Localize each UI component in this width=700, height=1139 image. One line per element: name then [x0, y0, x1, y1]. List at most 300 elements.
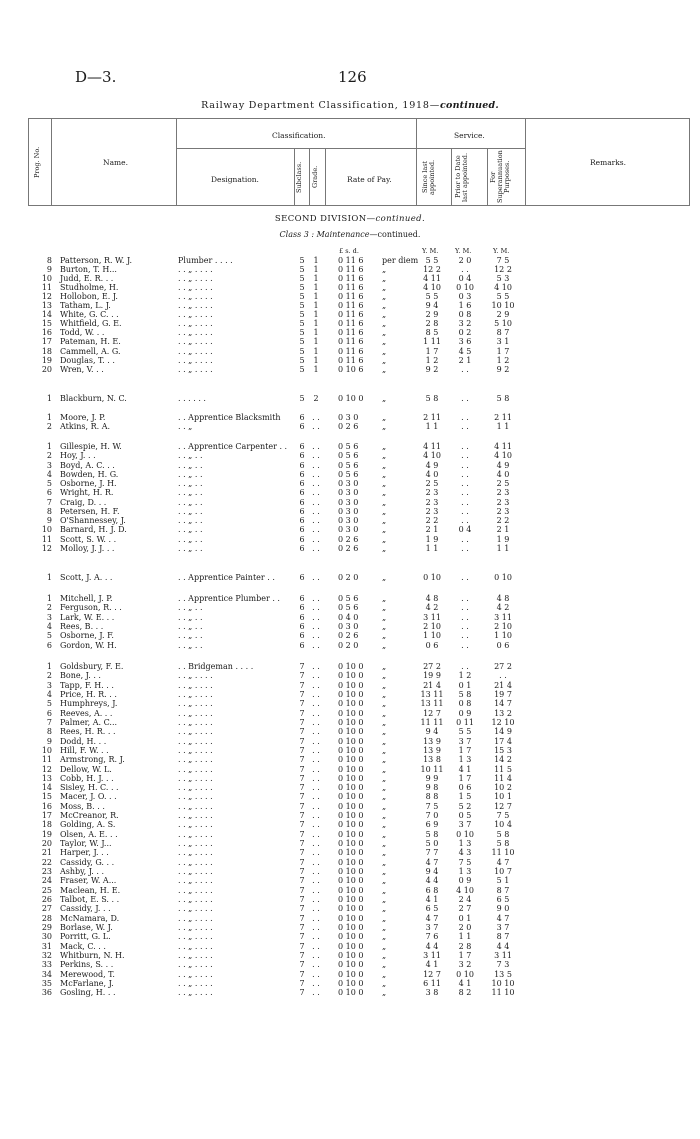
cell-name: Cassidy, J. . .: [60, 904, 111, 914]
cell-no: 8: [46, 506, 52, 516]
cell-no: 20: [41, 364, 52, 374]
cell-no: 1: [46, 573, 52, 582]
cell-name: Porritt, G. L.: [60, 932, 111, 942]
cell-per: „: [382, 413, 387, 422]
cell-desig: . . „ . .: [178, 506, 203, 516]
cell-prior: . .: [461, 640, 469, 650]
cell-sub: 7: [299, 736, 305, 746]
table-row: [0, 820, 700, 829]
cell-name: O'Shannessey, J.: [60, 516, 126, 525]
cell-pay: 0 10 0: [338, 978, 364, 988]
cell-per: „: [382, 913, 387, 923]
cell-per: „: [382, 265, 387, 275]
cell-no: 11: [41, 283, 52, 293]
cell-no: 5: [46, 479, 52, 488]
cell-name: Studholme, H.: [60, 283, 119, 293]
cell-super: 11 10: [491, 988, 515, 998]
cell-desig: . . Bridgeman . . . .: [178, 662, 254, 671]
cell-pay: 0 10 0: [338, 783, 364, 793]
cell-grade: . .: [312, 839, 320, 849]
cell-sub: 5: [299, 394, 305, 403]
cell-grade: . .: [312, 857, 320, 867]
cell-no: 3: [46, 460, 52, 470]
cell-pay: 0 11 6: [338, 265, 364, 275]
cell-no: 34: [41, 969, 52, 979]
cell-desig: . . „ . . . .: [178, 783, 213, 793]
cell-since: 10 11: [420, 764, 444, 774]
table-row: [0, 746, 700, 755]
cell-since: 9 8: [425, 783, 439, 793]
cell-per: „: [382, 969, 387, 979]
cell-grade: . .: [312, 680, 320, 690]
cell-prior: 0 8: [458, 310, 472, 320]
cell-desig: . . „ . . . .: [178, 310, 213, 320]
cell-super: 10 1: [494, 792, 512, 802]
cell-per: „: [382, 745, 387, 755]
cell-per: „: [382, 640, 387, 650]
cell-desig: . . „ . . . .: [178, 764, 213, 774]
cell-per: „: [382, 950, 387, 960]
table-row: [0, 442, 700, 451]
super-units: Y. M.: [493, 247, 510, 255]
cell-no: 16: [41, 328, 52, 338]
cell-no: 17: [41, 811, 52, 821]
table-row: [0, 631, 700, 640]
cell-since: 4 4: [425, 941, 439, 951]
cell-name: Dodd, H. . .: [60, 736, 107, 746]
cell-no: 3: [46, 612, 52, 622]
cell-since: 4 10: [423, 451, 441, 461]
cell-name: Pateman, H. E.: [60, 337, 121, 347]
cell-name: Gosling, H. . .: [60, 988, 116, 998]
cell-since: 9 4: [425, 727, 439, 737]
cell-name: Douglas, T. . .: [60, 355, 115, 365]
cell-desig: . . „ . .: [178, 534, 203, 544]
cell-grade: . .: [312, 543, 320, 553]
cell-per: „: [382, 792, 387, 802]
cell-no: 29: [41, 922, 52, 932]
cell-pay: 0 3 0: [338, 497, 359, 507]
cell-sub: 6: [299, 594, 305, 603]
table-row: [0, 573, 700, 582]
table-row: [0, 774, 700, 783]
cell-super: 2 3: [496, 488, 510, 498]
cell-grade: 2: [313, 394, 319, 403]
cell-sub: 6: [299, 612, 305, 622]
cell-since: 1 9: [425, 534, 439, 544]
cell-prior: 1 3: [458, 839, 472, 849]
cell-since: 5 8: [425, 394, 439, 403]
cell-desig: . . „ . . . .: [178, 792, 213, 802]
table-row: [0, 328, 700, 337]
cell-prior: . .: [461, 497, 469, 507]
cell-sub: 7: [299, 699, 305, 709]
cell-pay: 0 11 6: [338, 328, 364, 338]
cell-sub: 6: [299, 479, 305, 488]
cell-no: 10: [41, 745, 52, 755]
cell-no: 7: [46, 717, 52, 727]
cell-sub: 7: [299, 783, 305, 793]
cell-since: 13 11: [420, 699, 444, 709]
table-row: [0, 895, 700, 904]
cell-super: 13 5: [494, 969, 512, 979]
table-row: [0, 839, 700, 848]
cell-name: Talbot, E. S. . .: [60, 895, 120, 904]
cell-pay: 0 10 0: [338, 867, 364, 877]
cell-name: Mitchell, J. P.: [60, 594, 113, 603]
cell-pay: 0 11 6: [338, 310, 364, 320]
cell-per: „: [382, 829, 387, 839]
cell-desig: . . „ . . . .: [178, 355, 213, 365]
cell-per: „: [382, 364, 387, 374]
cell-name: McNamara, D.: [60, 913, 120, 923]
cell-prior: 2 8: [458, 941, 472, 951]
cell-pay: 0 10 0: [338, 922, 364, 932]
cell-name: Hoy, J. . .: [60, 451, 96, 461]
cell-prior: 1 7: [458, 745, 472, 755]
cell-since: 27 2: [423, 662, 441, 671]
cell-pay: 0 2 6: [338, 543, 359, 553]
cell-sub: 7: [299, 829, 305, 839]
cell-since: 8 5: [425, 328, 439, 338]
cell-desig: . . „ . . . .: [178, 773, 213, 783]
cell-desig: . . „ . .: [178, 479, 203, 488]
cell-since: 13 9: [423, 745, 441, 755]
table-row: [0, 951, 700, 960]
cell-grade: 1: [313, 274, 319, 284]
cell-prior: 4 1: [458, 764, 472, 774]
cell-per: „: [382, 717, 387, 727]
cell-since: 1 7: [425, 346, 439, 356]
cell-per: „: [382, 603, 387, 613]
cell-since: 4 10: [423, 283, 441, 293]
cell-pay: 0 10 6: [338, 364, 364, 374]
cell-desig: . . „ . .: [178, 640, 203, 650]
cell-pay: 0 10 0: [338, 773, 364, 783]
cell-per: „: [382, 764, 387, 774]
table-row: [0, 422, 700, 431]
cell-since: 1 1: [425, 543, 439, 553]
cell-grade: . .: [312, 662, 320, 671]
col-prog-no: Prog. No.: [33, 146, 41, 178]
cell-prior: 4 1: [458, 978, 472, 988]
cell-super: 10 10: [491, 978, 515, 988]
cell-no: 12: [41, 764, 52, 774]
cell-since: 5 5: [425, 292, 439, 302]
cell-no: 36: [41, 988, 52, 998]
cell-no: 1: [46, 413, 52, 422]
table-row: [0, 451, 700, 460]
cell-pay: 0 11 6: [338, 283, 364, 293]
table-row: [0, 988, 700, 997]
cell-sub: 5: [299, 337, 305, 347]
cell-grade: . .: [312, 988, 320, 998]
cell-super: . .: [499, 671, 507, 681]
table-row: [0, 488, 700, 497]
cell-desig: . . „ . . . .: [178, 346, 213, 356]
cell-super: 3 11: [494, 950, 512, 960]
cell-sub: 5: [299, 265, 305, 275]
cell-sub: 6: [299, 460, 305, 470]
cell-super: 12 7: [494, 801, 512, 811]
cell-no: 6: [46, 488, 52, 498]
table-row: [0, 811, 700, 820]
cell-grade: 1: [313, 337, 319, 347]
cell-per: „: [382, 328, 387, 338]
cell-grade: 1: [313, 364, 319, 374]
cell-prior: 4 3: [458, 848, 472, 858]
cell-pay: 0 11 6: [338, 301, 364, 311]
cell-prior: 0 4: [458, 274, 472, 284]
cell-pay: 0 10 0: [338, 950, 364, 960]
cell-super: 4 4: [496, 941, 510, 951]
cell-name: Harper, J. . .: [60, 848, 109, 858]
cell-no: 4: [46, 689, 52, 699]
cell-name: Humphreys, J.: [60, 699, 118, 709]
table-row: [0, 507, 700, 516]
cell-since: 4 7: [425, 857, 439, 867]
cell-super: 1 9: [496, 534, 510, 544]
cell-grade: . .: [312, 960, 320, 970]
cell-super: 5 3: [496, 274, 510, 284]
cell-per: „: [382, 310, 387, 320]
cell-super: 4 11: [494, 442, 512, 451]
cell-desig: . . „ . . . .: [178, 820, 213, 830]
col-prior: Prior to Date last appointed.: [454, 152, 469, 202]
cell-desig: . . „ . . . .: [178, 904, 213, 914]
cell-desig: . . „ . .: [178, 497, 203, 507]
cell-desig: . . Apprentice Painter . .: [178, 573, 275, 582]
cell-super: 2 11: [494, 413, 512, 422]
cell-name: Craig, D. . .: [60, 497, 107, 507]
cell-desig: . . „ . . . .: [178, 708, 213, 718]
cell-pay: 0 10 0: [338, 717, 364, 727]
table-row: [0, 867, 700, 876]
cell-name: Perkins, S. . .: [60, 960, 114, 970]
cell-since: 1 2: [425, 355, 439, 365]
cell-name: Tapp, F. H. . .: [60, 680, 114, 690]
cell-name: Armstrong, R. J.: [60, 755, 125, 765]
cell-name: Moss, B. . .: [60, 801, 105, 811]
cell-desig: . . „ . .: [178, 469, 203, 479]
cell-super: 5 8: [496, 829, 510, 839]
cell-pay: 0 10 0: [338, 932, 364, 942]
cell-since: 11 11: [420, 717, 444, 727]
table-row: [0, 603, 700, 612]
cell-prior: 0 1: [458, 680, 472, 690]
cell-super: 9 0: [496, 904, 510, 914]
cell-super: 2 1: [496, 525, 510, 535]
cell-sub: 6: [299, 469, 305, 479]
cell-name: Whitburn, N. H.: [60, 950, 125, 960]
cell-prior: 0 4: [458, 525, 472, 535]
cell-grade: 1: [313, 301, 319, 311]
cell-super: 1 7: [496, 346, 510, 356]
cell-pay: 0 11 6: [338, 355, 364, 365]
cell-name: Judd, E. R. . .: [60, 274, 114, 284]
table-row: [0, 876, 700, 885]
table-row: [0, 525, 700, 534]
cell-per: „: [382, 783, 387, 793]
table-row: [0, 671, 700, 680]
cell-per: „: [382, 442, 387, 451]
cell-name: Osborne, J. F.: [60, 631, 114, 641]
cell-per: „: [382, 355, 387, 365]
cell-grade: . .: [312, 469, 320, 479]
cell-pay: 0 11 6: [338, 274, 364, 284]
table-row: [0, 979, 700, 988]
cell-pay: 0 10 0: [338, 699, 364, 709]
cell-prior: 1 3: [458, 755, 472, 765]
cell-per: „: [382, 773, 387, 783]
cell-since: 2 5: [425, 479, 439, 488]
cell-no: 20: [41, 839, 52, 849]
cell-prior: 2 1: [458, 355, 472, 365]
cell-per: „: [382, 839, 387, 849]
cell-desig: . . „ . . . .: [178, 867, 213, 877]
cell-pay: 0 10 0: [338, 764, 364, 774]
cell-super: 2 10: [494, 621, 512, 631]
cell-pay: 0 10 0: [338, 941, 364, 951]
cell-sub: 5: [299, 274, 305, 284]
cell-prior: . .: [461, 603, 469, 613]
cell-desig: . . „ . . . .: [178, 736, 213, 746]
cell-grade: . .: [312, 811, 320, 821]
class-continued: —continued.: [369, 230, 421, 239]
cell-prior: . .: [461, 451, 469, 461]
cell-prior: . .: [461, 413, 469, 422]
cell-pay: 0 10 0: [338, 839, 364, 849]
cell-pay: 0 10 0: [338, 755, 364, 765]
cell-desig: . . „ . . . .: [178, 727, 213, 737]
cell-pay: 0 10 0: [338, 671, 364, 681]
cell-per: „: [382, 876, 387, 886]
table-row: [0, 960, 700, 969]
cell-sub: 6: [299, 422, 305, 431]
cell-per: „: [382, 988, 387, 998]
cell-no: 2: [46, 671, 52, 681]
cell-grade: . .: [312, 978, 320, 988]
cell-no: 10: [41, 525, 52, 535]
cell-desig: . . „ . .: [178, 603, 203, 613]
col-superannuation: For Superannuation Purposes.: [489, 150, 511, 204]
cell-prior: 3 7: [458, 820, 472, 830]
cell-since: 2 3: [425, 506, 439, 516]
cell-since: 1 10: [423, 631, 441, 641]
cell-no: 25: [41, 885, 52, 895]
cell-super: 4 2: [496, 603, 510, 613]
cell-super: 19 7: [494, 689, 512, 699]
cell-super: 4 10: [494, 283, 512, 293]
cell-name: Scott, J. A. . .: [60, 573, 113, 582]
cell-no: 12: [41, 543, 52, 553]
table-row: [0, 319, 700, 328]
cell-desig: . . „ . .: [178, 525, 203, 535]
cell-grade: . .: [312, 876, 320, 886]
cell-sub: 7: [299, 867, 305, 877]
cell-super: 0 10: [494, 573, 512, 582]
cell-grade: . .: [312, 755, 320, 765]
table-row: [0, 662, 700, 671]
cell-grade: 1: [313, 292, 319, 302]
cell-name: Golding, A. S.: [60, 820, 116, 830]
cell-super: 14 2: [494, 755, 512, 765]
cell-prior: . .: [461, 265, 469, 275]
table-row: [0, 699, 700, 708]
cell-per: „: [382, 680, 387, 690]
cell-per: „: [382, 857, 387, 867]
cell-no: 1: [46, 662, 52, 671]
cell-super: 4 7: [496, 857, 510, 867]
cell-no: 22: [41, 857, 52, 867]
cell-pay: 0 10 0: [338, 727, 364, 737]
cell-grade: . .: [312, 801, 320, 811]
cell-super: 1 1: [496, 543, 510, 553]
cell-prior: 1 1: [458, 932, 472, 942]
cell-super: 10 2: [494, 783, 512, 793]
col-name: Name.: [103, 158, 128, 167]
cell-name: Lark, W. E. . .: [60, 612, 115, 622]
cell-sub: 7: [299, 848, 305, 858]
cell-name: Mack, C. . .: [60, 941, 106, 951]
cell-since: 12 7: [423, 708, 441, 718]
cell-prior: 2 0: [458, 256, 472, 265]
cell-since: 13 8: [423, 755, 441, 765]
cell-no: 7: [46, 497, 52, 507]
cell-super: 1 10: [494, 631, 512, 641]
cell-since: 4 8: [425, 594, 439, 603]
cell-no: 12: [41, 292, 52, 302]
cell-sub: 7: [299, 950, 305, 960]
cell-no: 21: [41, 848, 52, 858]
cell-super: 5 1: [496, 876, 510, 886]
cell-sub: 7: [299, 978, 305, 988]
table-row: [0, 858, 700, 867]
cell-since: 9 2: [425, 364, 439, 374]
cell-name: Wren, V. . .: [60, 364, 104, 374]
cell-no: 31: [41, 941, 52, 951]
cell-sub: 6: [299, 631, 305, 641]
cell-prior: 1 5: [458, 792, 472, 802]
cell-grade: . .: [312, 621, 320, 631]
cell-since: 4 2: [425, 603, 439, 613]
cell-since: 13 11: [420, 689, 444, 699]
cell-pay: 0 10 0: [338, 820, 364, 830]
cell-pay: 0 2 6: [338, 534, 359, 544]
title-main: Railway Department Classification, 1918—: [201, 100, 441, 111]
cell-super: 3 1: [496, 337, 510, 347]
cell-pay: 0 10 0: [338, 895, 364, 904]
cell-per: „: [382, 811, 387, 821]
cell-grade: . .: [312, 904, 320, 914]
cell-no: 30: [41, 932, 52, 942]
cell-since: 7 5: [425, 801, 439, 811]
cell-prior: 0 10: [456, 283, 474, 293]
cell-prior: . .: [461, 516, 469, 525]
cell-grade: . .: [312, 488, 320, 498]
cell-pay: 0 5 6: [338, 603, 359, 613]
cell-super: 12 10: [491, 717, 515, 727]
cell-grade: . .: [312, 736, 320, 746]
cell-prior: 0 9: [458, 876, 472, 886]
cell-super: 21 4: [494, 680, 512, 690]
cell-since: 12 7: [423, 969, 441, 979]
title-continued: continued.: [440, 100, 499, 111]
cell-no: 16: [41, 801, 52, 811]
cell-prior: 2 0: [458, 922, 472, 932]
cell-pay: 0 10 0: [338, 904, 364, 914]
cell-super: 9 2: [496, 364, 510, 374]
